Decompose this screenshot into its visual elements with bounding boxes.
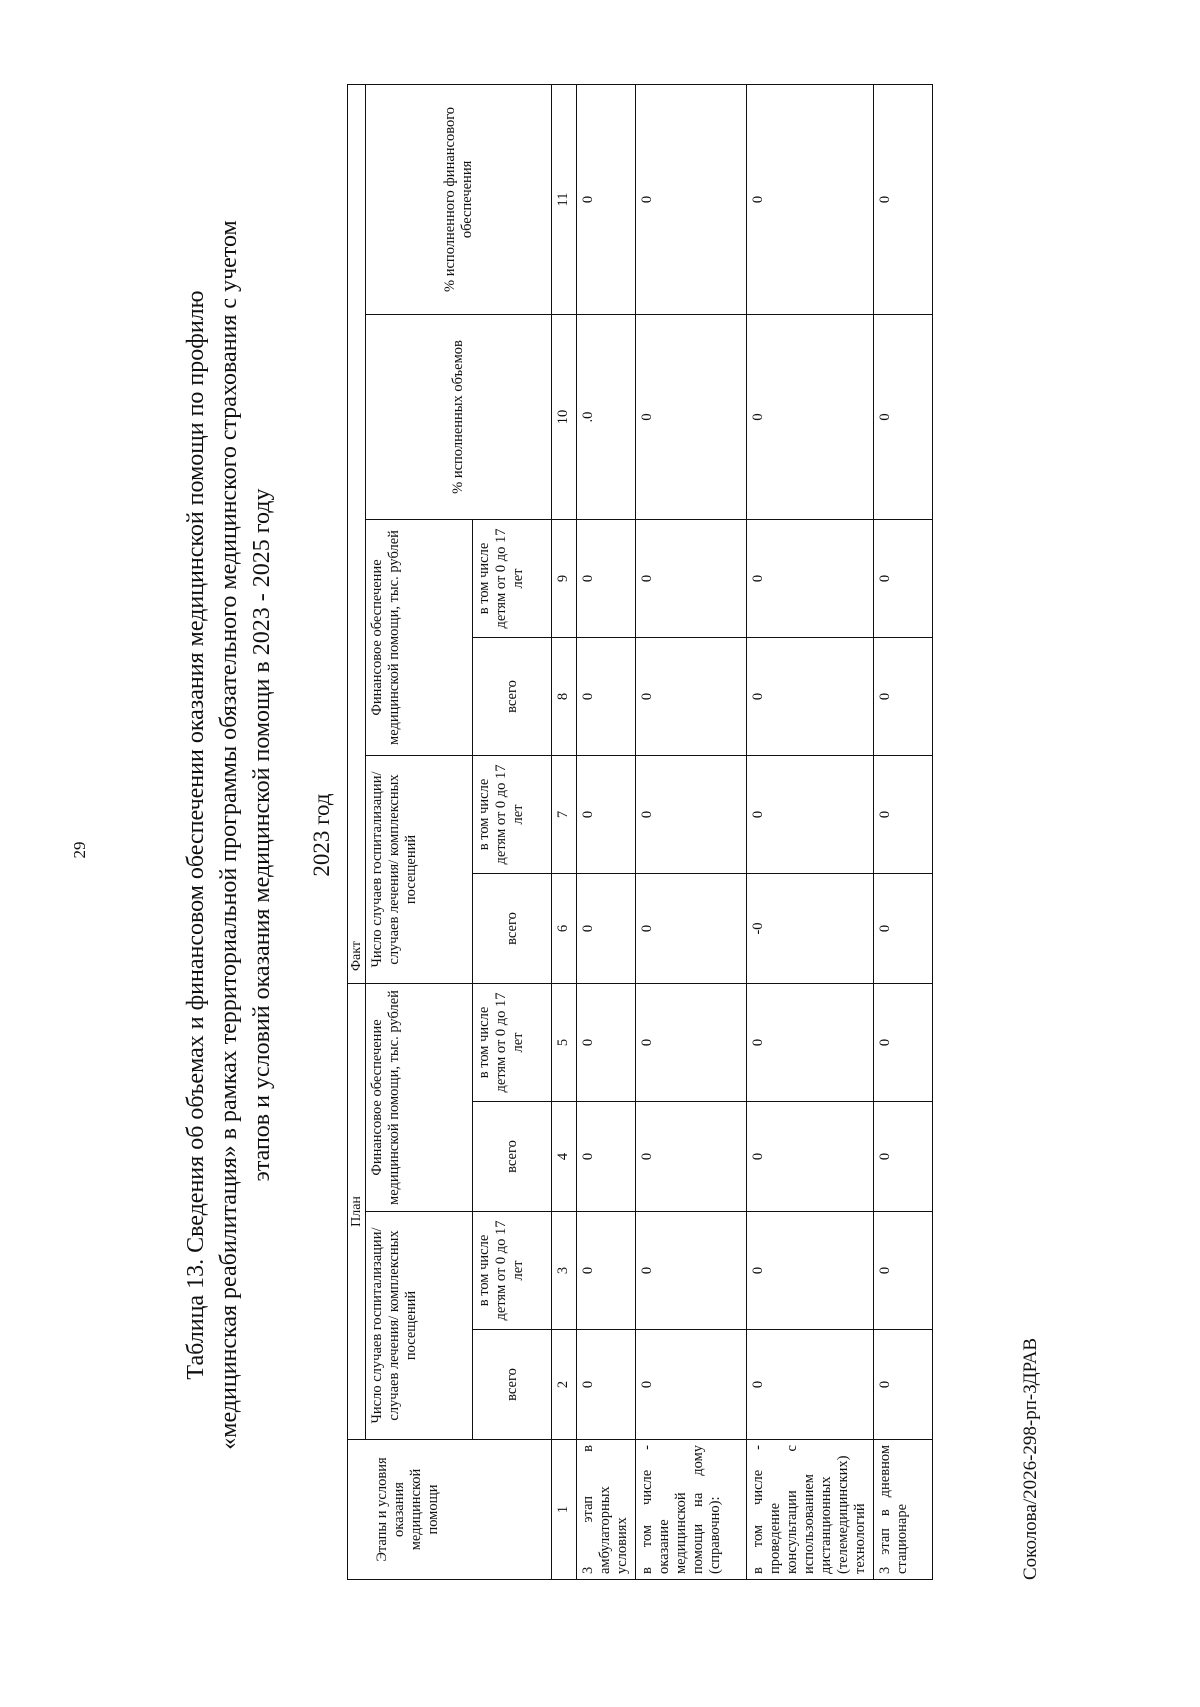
table-cell: 0 [636,84,747,314]
header-total: всего [473,1330,552,1440]
table-cell: 0 [747,315,874,520]
rehabilitation-table [347,84,933,1580]
column-number: 4 [552,1102,577,1212]
table-cell: 0 [636,1330,747,1440]
header-total: всего [473,1102,552,1212]
column-number: 6 [552,874,577,984]
table-cell: 0 [874,638,933,756]
header-fact: Факт [348,84,366,983]
title-line-3: этапов и условий оказания медицинской помощи в 2023 - 2025 году [249,488,275,1182]
table-cell: 0 [747,1330,874,1440]
title-line-1: Таблица 13. Сведения об объемах и финансовом обеспечении оказания медицинской помощи по профилю [183,290,209,1380]
header-pct-volumes: % исполненных объемов [366,315,552,520]
table-cell: .0 [577,315,636,520]
table-cell: 0 [577,874,636,984]
header-children: в том числе детям от 0 до 17 лет [473,1212,552,1330]
table-cell: 0 [636,756,747,874]
table-cell: 0 [747,984,874,1102]
table-cell: 0 [577,1212,636,1330]
rotated-page-content [180,55,1080,1615]
table-cell: -0 [747,874,874,984]
table-row [874,84,933,1579]
table-cell: 0 [577,984,636,1102]
header-plan: План [348,984,366,1440]
table-cell: 0 [636,1102,747,1212]
header-plan-finance: Финансовое обеспечение медицинской помощи, тыс. рублей [366,984,473,1212]
table-row [577,84,636,1579]
table-cell: 0 [577,1330,636,1440]
table-row [636,84,747,1579]
table-cell: 0 [636,520,747,638]
table-cell: 0 [747,1212,874,1330]
table-cell: 0 [636,1212,747,1330]
column-number: 7 [552,756,577,874]
header-total: всего [473,874,552,984]
header-children: в том числе детям от 0 до 17 лет [473,520,552,638]
row-stage-label: 3 этап в дневном стационаре [874,1440,933,1580]
year-label: 2023 год [309,793,334,877]
table-cell: 0 [636,874,747,984]
table-cell: 0 [636,638,747,756]
table-cell: 0 [874,84,933,314]
table-cell: 0 [747,756,874,874]
column-number: 2 [552,1330,577,1440]
column-number-row [552,84,577,1579]
table-title [180,95,279,1575]
table-cell: 0 [747,520,874,638]
table-cell: 0 [577,520,636,638]
page-number: 29 [70,841,89,859]
header-total: всего [473,638,552,756]
table-cell: 0 [747,638,874,756]
column-number: 3 [552,1212,577,1330]
table-cell: 0 [874,520,933,638]
row-stage-label: 3 этап в амбулаторных условиях [577,1440,636,1580]
title-line-2: «медицинская реабилитация» в рамках территориальной программы обязательного медицинского страхования с учетом [216,220,242,1450]
document-code-text: Соколова/2026-298-рп-ЗДРАВ [1020,1337,1041,1580]
table-cell: 0 [874,756,933,874]
column-number: 8 [552,638,577,756]
header-stage: Этапы и условия оказания медицинской помощи [348,1440,552,1580]
table-cell: 0 [577,1102,636,1212]
header-fact-cases: Число случаев госпитализации/ случаев лечения/ комплексных посещений [366,756,473,984]
table-row [747,84,874,1579]
column-number: 10 [552,315,577,520]
header-fact-finance: Финансовое обеспечение медицинской помощи, тыс. рублей [366,520,473,756]
table-cell: 0 [577,638,636,756]
table-cell: 0 [874,315,933,520]
header-plan-cases: Число случаев госпитализации/ случаев лечения/ комплексных посещений [366,1212,473,1440]
table-cell: 0 [874,874,933,984]
column-number: 9 [552,520,577,638]
header-pct-finance: % исполненного финансового обеспечения [366,84,552,314]
table-cell: 0 [874,1102,933,1212]
table-cell: 0 [874,1212,933,1330]
column-number: 5 [552,984,577,1102]
table-cell: 0 [874,1330,933,1440]
header-children: в том числе детям от 0 до 17 лет [473,756,552,874]
row-stage-label: в том числе - оказание медицинской помощи на дому (справочно): [636,1440,747,1580]
table-cell: 0 [747,1102,874,1212]
row-stage-label: в том числе - проведение консультации с использованием дистанционных (телемедицинских) технологий [747,1440,874,1580]
table-cell: 0 [874,984,933,1102]
table-cell: 0 [577,84,636,314]
table-cell: 0 [636,315,747,520]
table-cell: 0 [747,84,874,314]
table-cell: 0 [636,984,747,1102]
header-children: в том числе детям от 0 до 17 лет [473,984,552,1102]
column-number: 11 [552,84,577,314]
column-number: 1 [552,1440,577,1580]
table-cell: 0 [577,756,636,874]
